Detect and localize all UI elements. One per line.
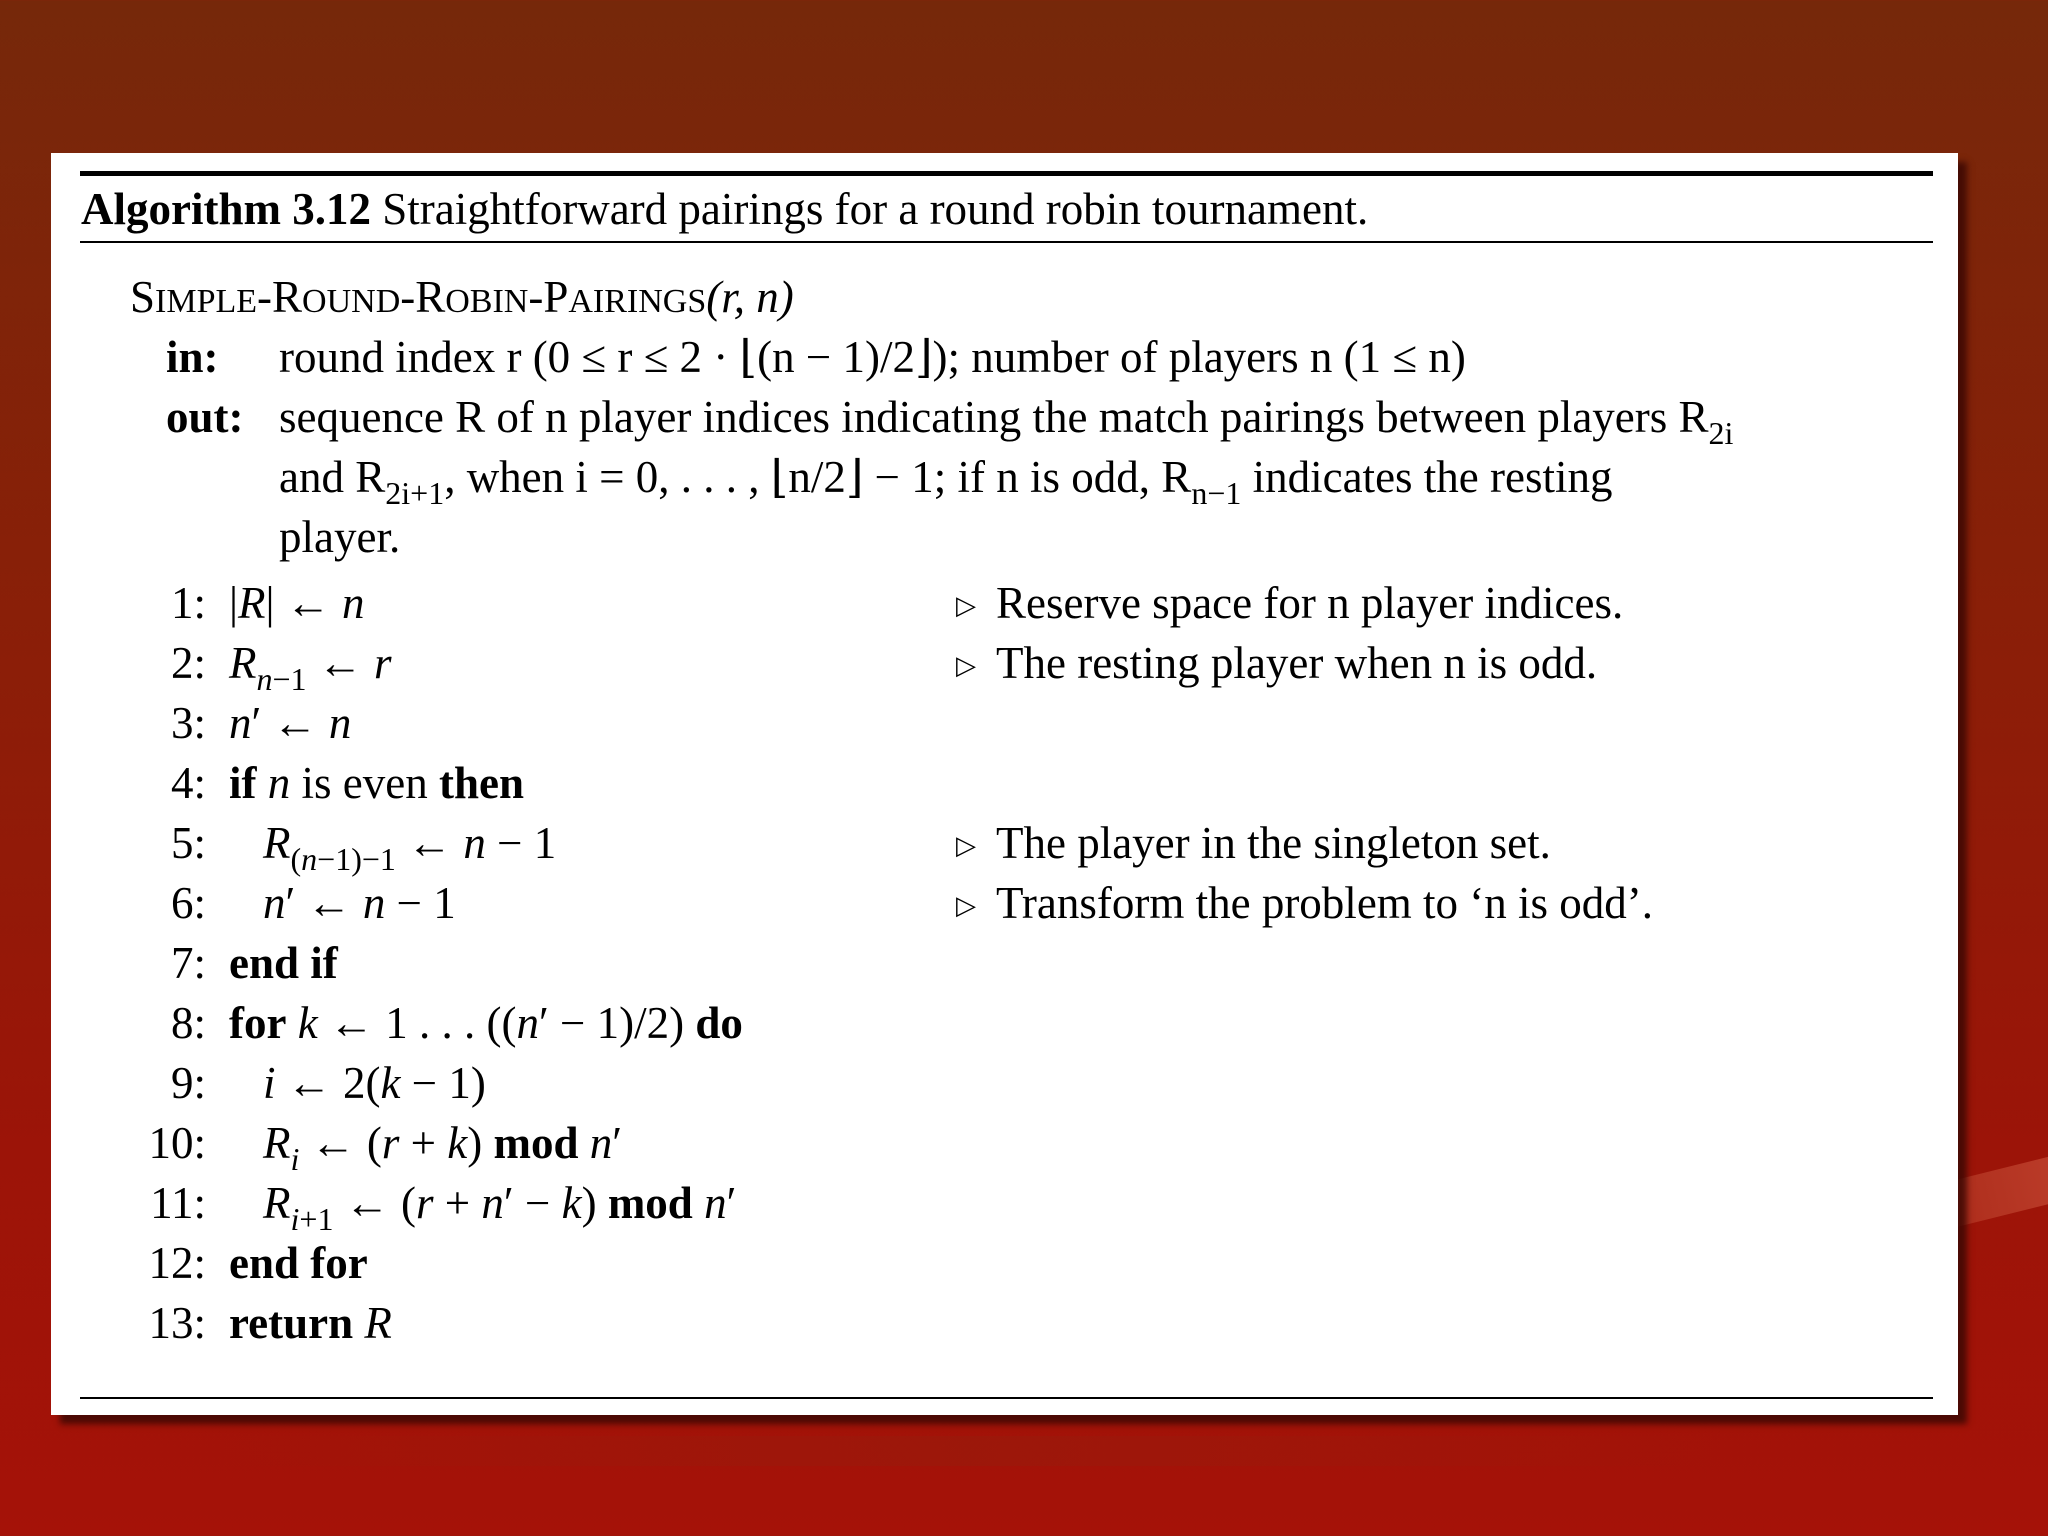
keyword: if: [229, 758, 257, 808]
code-statement: $R_{n-1}$ ← r: [229, 638, 392, 697]
input-text: round index r (0 ≤ r ≤ 2 · ⌊(n − 1)/2⌋); number of players n (1 ≤ n): [279, 332, 1466, 382]
line-number: 12:: [148, 1238, 206, 1288]
input-label: in:: [166, 332, 219, 382]
proc-name-part: -P: [528, 272, 569, 322]
code-statement: $R_{i+1}$ ← (r + n′ − k) mod n′: [263, 1178, 737, 1237]
output-text-line1: sequence R of n player indices indicating the match pairings between players R: [279, 392, 1709, 442]
proc-name-part: AIRINGS: [568, 283, 707, 320]
line-number: 7:: [170, 938, 206, 988]
code-statement: if n is even then: [229, 758, 524, 808]
background-shadow-band: [220, 1436, 1720, 1466]
comment-text: The player in the singleton set.: [996, 818, 1551, 868]
bottom-rule: [80, 1397, 1933, 1399]
output-sub-2i: 2i: [1708, 415, 1734, 451]
code-comment: [956, 573, 1623, 636]
code-statement: $R_i$ ← (r + k) mod n′: [263, 1118, 623, 1177]
keyword: mod: [607, 1178, 693, 1228]
output-text-line3: player.: [279, 512, 401, 562]
line-number: 5:: [170, 818, 206, 868]
output-text-line2c: indicates the resting: [1252, 452, 1613, 502]
procedure-signature: [130, 267, 794, 332]
proc-name-part: -R: [257, 272, 303, 322]
line-number: 6:: [170, 878, 206, 928]
comment-triangle-icon: ▷: [956, 651, 976, 680]
algorithm-label: Algorithm 3.12: [81, 184, 371, 234]
proc-name-part: S: [130, 272, 156, 322]
output-sub-n1: n−1: [1191, 475, 1242, 511]
code-statement: n′ ← n − 1: [263, 878, 456, 928]
line-number: 3:: [170, 698, 206, 748]
top-rule: [80, 171, 1933, 176]
output-text-line2b: , when i = 0, . . . , ⌊n/2⌋ − 1; if n is odd, R: [444, 452, 1192, 502]
comment-text: Reserve space for n player indices.: [996, 578, 1624, 628]
line-number: 13:: [148, 1298, 206, 1348]
line-number: 11:: [150, 1178, 206, 1228]
code-comment: [956, 633, 1597, 696]
line-number: 1:: [170, 578, 206, 628]
algorithm-caption: [81, 179, 1368, 239]
algorithm-card: [51, 153, 1958, 1415]
comment-text: The resting player when n is odd.: [996, 638, 1598, 688]
proc-name-part: -R: [400, 272, 446, 322]
code-statement: [229, 933, 338, 993]
keyword: then: [438, 758, 524, 808]
line-number: 8:: [170, 998, 206, 1048]
comment-text: Transform the problem to ‘n is odd’.: [996, 878, 1654, 928]
code-statement: n′ ← n: [229, 698, 352, 748]
code-statement: return R: [229, 1298, 392, 1348]
algorithm-title: Straightforward pairings for a round robin tournament.: [382, 184, 1369, 234]
line-number: 2:: [170, 638, 206, 688]
code-statement: [229, 1233, 368, 1293]
comment-triangle-icon: ▷: [956, 831, 976, 860]
code-comment: [956, 813, 1551, 876]
keyword: end for: [229, 1238, 368, 1288]
keyword: return: [229, 1298, 354, 1348]
keyword: do: [695, 998, 743, 1048]
proc-params: (r, n): [706, 272, 794, 322]
code-statement: $R_{(n-1)-1}$ ← n − 1: [263, 818, 557, 877]
output-label: out:: [166, 392, 244, 442]
code-comment: [956, 873, 1653, 936]
output-text-line2a: and R: [279, 452, 386, 502]
proc-name-part: OBIN: [445, 283, 529, 320]
keyword: for: [229, 998, 287, 1048]
line-number: 4:: [170, 758, 206, 808]
proc-name-part: IMPLE: [155, 283, 258, 320]
line-number: 10:: [148, 1118, 206, 1168]
line-number: 9:: [170, 1058, 206, 1108]
output-sub-2i1: 2i+1: [385, 475, 445, 511]
proc-name-part: OUND: [302, 283, 401, 320]
code-statement: |R| ← n: [229, 578, 365, 628]
code-statement: i ← 2(k − 1): [263, 1058, 486, 1108]
code-statement: for k ← 1 . . . ((n′ − 1)/2) do: [229, 998, 743, 1048]
comment-triangle-icon: ▷: [956, 591, 976, 620]
caption-rule: [80, 241, 1933, 243]
keyword: end if: [229, 938, 338, 988]
comment-triangle-icon: ▷: [956, 891, 976, 920]
keyword: mod: [493, 1118, 579, 1168]
